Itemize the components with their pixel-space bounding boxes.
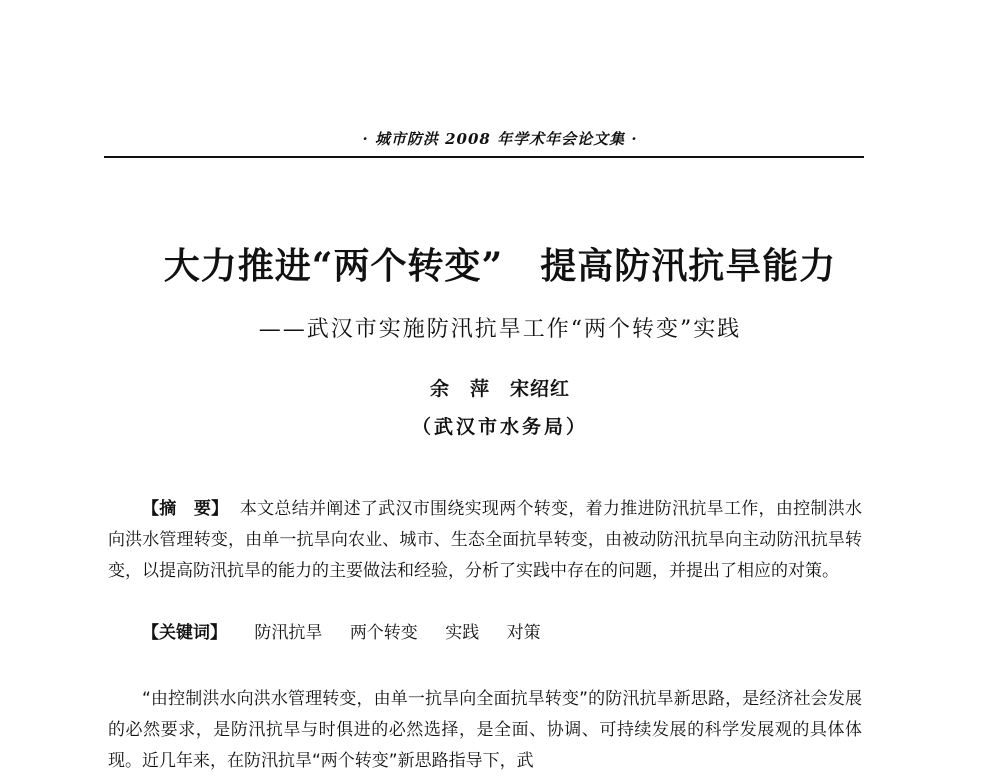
- header-rule: [104, 156, 864, 158]
- affiliation: （武汉市水务局）: [411, 416, 588, 438]
- keyword-item: 实践: [445, 623, 480, 643]
- keyword-item: 防汛抗旱: [254, 623, 323, 643]
- abstract-label: 【摘 要】: [142, 499, 229, 519]
- body-paragraph: “由控制洪水向洪水管理转变，由单一抗旱向全面抗旱转变”的防汛抗旱新思路，是经济社会发展的必然要求，是防汛抗旱与时俱进的必然选择，是全面、协调、可持续发展的科学发展观的具体体现。近几年来，在防汛抗旱“两个转变”新思路指导下，武: [108, 689, 862, 771]
- paper-title: 大力推进“两个转变” 提高防汛抗旱能力: [163, 245, 837, 287]
- authors: 余 萍 宋绍红: [429, 378, 570, 400]
- running-header: · 城市防洪 2008 年学术年会论文集 ·: [362, 130, 638, 148]
- keyword-item: 两个转变: [349, 623, 418, 643]
- keywords-label: 【关键词】: [142, 623, 227, 643]
- abstract-text: 本文总结并阐述了武汉市围绕实现两个转变，着力推进防汛抗旱工作，由控制洪水向洪水管理转变，由单一抗旱向农业、城市、生态全面抗旱转变，由被动防汛抗旱向主动防汛抗旱转变，以提高防汛抗旱的能力的主要做法和经验，分析了实践中存在的问题，并提出了相应的对策。: [108, 499, 862, 581]
- abstract: [108, 494, 862, 587]
- paper-subtitle: ——武汉市实施防汛抗旱工作“两个转变”实践: [258, 317, 742, 342]
- keywords: [142, 618, 862, 643]
- keyword-item: 对策: [506, 623, 541, 643]
